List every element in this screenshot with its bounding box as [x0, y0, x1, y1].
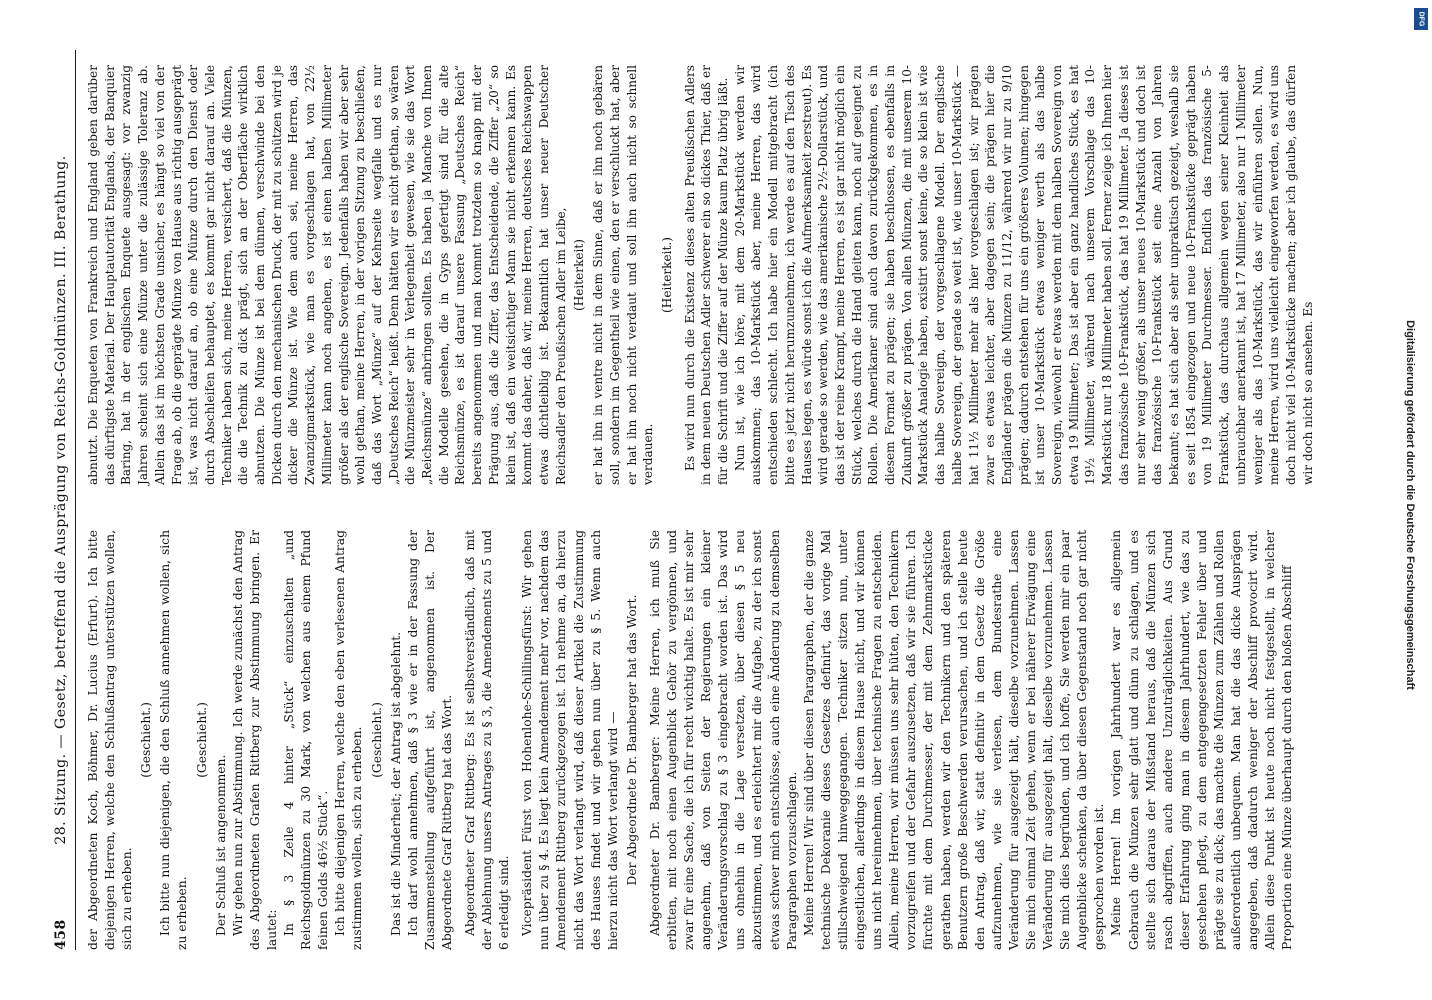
left-column-paragraph: Der Abgeordnete Dr. Bamberger hat das Wort.: [624, 594, 639, 886]
right-column-paragraph: (Heiterkeit): [572, 238, 587, 312]
digitization-credit: [1395, 40, 1425, 970]
left-column-paragraph: Meine Herren! Wir sind über diesen Paragraphen, der die ganze technische Dekoranie dieses Gesetzes definirt, das vorige Mal stillschweigend hinweggegangen. Techniker sitzen nun, unter eingestlichen, allerdings in diesem Hause nicht, und wir können uns nicht hereinnehmen, über technische Fragen zu entscheiden. Allein, meine Herren, wir müssen uns sehr hüten, den Technikern vorzugreifen und der Gefahr auszusetzen, daß wir sie führen. Ich fürchte mit dem Durchmesser, der mit dem Zehnmarkstücke gerathen haben, werden wir den Technikern und den späteren Benutzern große Beschwerden verursachen, und ich stelle heute den Antrag, daß wir, statt definitiv in dem Gesetz die Größe aufzunehmen, wie sie verlesen, dem Bundesrathe eine Veränderung für ausgezeigt hält, dieselbe vorzunehmen. Lassen Sie mich einmal Zeit gehen, wenn er bei näherer Erwägung eine Veränderung für ausgezeigt hält, dieselbe vorzunehmen. Lassen Sie mich dies begründen, und ich hoffe, Sie werden mir ein paar Augenblicke schenken, da über diesen Gegenstand noch gar nicht gesprochen worden ist.: [801, 530, 1107, 950]
left-column-paragraph: Meine Herren! Im vorigen Jahrhundert war es allgemein Gebrauch die Münzen sehr glatt und dünn zu schlagen, und es stellte sich daraus der Mißstand heraus, daß die Münzen sich rasch abgriffen, auch andere Unzuträglichkeiten. Aus Grund dieser Erfahrung ging man in diesem Jahrhundert, wie das zu geschehen pflegt, zu dem entgegengesetzten Fehler über und prägte sie zu dick; das machte die Münzen zum Zählen und Rollen außerordentlich unbequem. Man hat die das dicke Ausprägen angegeben, daß dadurch weniger der Abschliff provocirt wird. Allein diese Punkt ist heute noch nicht festgestellt, in welcher Proportion eine Münze überhaupt durch den bloßen Abschliff: [1109, 530, 1295, 950]
left-column-paragraph: Abgeordneter Dr. Bamberger: Meine Herren, ich muß Sie erbitten, mit noch einen Augenblick Gehör zu vergönnen, und zwar für eine Sache, die ich für recht wichtig halte. Es ist mir sehr angenehm, daß von Seiten der Regierungen ein kleiner Veränderungsvorschlag zu § 3 eingebracht worden ist. Das wird uns ohnehin in die Lage versetzen, über diesen § 5 neu abzustimmen, und es erleichtert mir die Aufgabe, zu der ich sonst etwas schwer mich entschlösse, auch eine Änderung zu demselben Paragraphen vorzuschlagen.: [647, 530, 799, 950]
left-column-paragraph: (Geschieht.): [194, 702, 209, 778]
right-column-paragraph: er hat ihn in ventre nicht in dem Sinne, daß er ihn noch gebären soll, sondern im Gegentheil wie einen, den er verschluckt hat, aber er hat ihn noch nicht verdaut und soll ihn auch nicht so schnell verdauen.: [591, 65, 656, 485]
left-column-paragraph: Der Schluß ist angenommen.: [213, 754, 228, 936]
left-column-paragraph: Ich bitte diejenigen Herren, welche den eben verlesenen Antrag zustimmen wollen, sich zu erheben.: [333, 530, 365, 950]
right-column-paragraph: abnutzt. Die Enqueten von Frankreich und England geben darüber das dürftigste Material. Der Hauptautorität Englands, der Banquier Baring, hat in der englischen Enquete ausgesagt: vor zwanzig Jahren scheint sich eine Münze unter die zulässige Toleranz ab. Allein das ist im höchsten Grade unsicher, es hängt so viel von der Frage ab, ob die geprägte Münze von Hause aus richtig ausgeprägt ist, was nicht darauf an, ob eine Münze durch den Dienst oder durch Abschleifen behauptet, es kommt gar nicht darauf an. Viele Techniker haben sich, meine Herren, versichert, daß die Münzen, die die Technik zu dick prägt, sich an der Oberfläche wirklich abnutzen. Die Münze ist bei dem dünnen, verschwinde bei den Dicken durch den mechanischen Druck, der mit zu schützen wird je dicker die Münze ist. Wie dem auch sei, meine Herren, das Zwanzigmarkstück, wie man es vorgeschlagen hat, von 22½ Millimeter kann noch angehen, es ist einen halben Millimeter größer als der englische Sovereign. Jedenfalls haben wir aber sehr wohl gethan, meine Herren, in der vorigen Sitzung zu beschließen, daß das Wort „Münze“ auf der Kehrseite wegfalle und es nur „Deutsches Reich“ heißt. Denn hätten wir es nicht gethan, so wären die Münzmeister sehr in Verlegenheit gewesen, wie sie das Wort „Reichsmünze“ anbringen sollten. Es haben ja Manche von Ihnen die Modelle gesehen, die in Gyps gefertigt sind für die alte Reichsmünze, es ist darauf unsere Fassung „Deutsches Reich“ bereits angenommen und man kommt trotzdem so knapp mit der Prägung aus, daß die Ziffer, das Entscheidende, die Ziffer „20“ so klein ist, daß ein weitsichtiger Mann sie nicht erkennen kann. Es kommt das daher, daß wir, meine Herren, deutsches Reichswappen etwas dichtleiblig ist. Bekanntlich hat unser neuer Deutscher Reichsadler den Preußischen Adler im Leibe,: [86, 65, 568, 485]
left-column-paragraph: Wir gehen nun zur Abstimmung. Ich werde zunächst den Antrag des Abgeordneten Grafen Rittberg zur Abstimmung bringen. Er lautet:: [230, 530, 279, 950]
left-column-paragraph: In § 3 Zeile 4 hinter „Stück“ einzuschalten „und Reichsgoldmünzen zu 30 Mark, von welchen aus einem Pfund feinen Golds 46½ Stück“.: [282, 530, 331, 950]
left-column-paragraph: Das ist die Minderheit; der Antrag ist abgelehnt.: [388, 631, 403, 936]
digitization-credit-text: Digitalisierung gefördert durch die Deutsche Forschungsgemeinschaft: [1404, 320, 1416, 690]
rotated-document-page: [41, 50, 1391, 950]
running-title: 28. Sitzung. — Gesetz, betreffend die Ausprägung von Reichs-Goldmünzen. III. Berathung.: [53, 155, 69, 845]
left-text-column: [85, 530, 1296, 950]
right-column-paragraph: Nun ist, wie ich höre, mit dem 20-Markstück werden wir auskommen; das 10-Markstück aber, meine Herren, das wird entschieden schlecht. Ich habe hier ein Modell mitgebracht (ich bitte es jetzt nicht herumzunehmen, ich werde es auf den Tisch des Hauses legen, es würde sonst ich die Aufmerksamkeit zerstreut). Es wird gerade so werden, wie das amerikanische 2½-Dollarstück, und das ist der reine Krampf, meine Herren, es ist gar nicht möglich ein Stück, welches durch die Hand gleiten kann, noch auf geeignet zu Rollen. Die Amerikaner sind auch davon zurückgekommen, es in diesem Format zu prägen; sie haben beschlossen, es ebenfalls in Zukunft größer zu prägen. Von allen Münzen, die mit unserem 10-Markstück Analogie haben, existirt sonst keine, die so klein ist wie das halbe Sovereign, der vorgeschlagene Modell. Der englische halbe Sovereign, der gerade so weit ist, wie unser 10-Markstück — hat 11½ Millimeter mehr als hier vorgeschlagen ist; wir prägen zwar es etwas leichter, aber dagegen sein; die prägen hier die Engländer prägen die Münzen zu 11/12, während wir nur zu 9/10 prägen; dadurch entstehen für uns ein größeres Volumen; hingegen ist unser 10-Markstück etwas weniger werth als das halbe Sovereign, wiewohl er etwas werden mit dem halben Sovereign von etwa 19 Millimeter; Das ist aber ein ganz handliches Stück, es hat 19½ Millimeter, während nach unserem Vorschlage das 10-Markstück nur 18 Millimeter haben soll. Ferner zeige ich Ihnen hier das französische 10-Frankstück, das hat 19 Millimeter. Ja dieses ist nur sehr wenig größer, als unser neues 10-Markstück und doch ist das französische 10-Frankstück seit eine Anzahl von Jahren bekannt; es hat sich aber als sehr unpraktisch gezeigt, weshalb sie es seit 1854 eingezogen und neue 10-Frankstücke geprägt haben von 19 Millimeter Durchmesser. Endlich das französische 5-Frankstück, das durchaus allgemein wegen seiner Kleinheit als unbrauchbar anerkannt ist, hat 17 Millimeter, also nur 1 Millimeter weniger als das 10-Markstück, das wir einführen sollen. Nun, meine Herren, wird uns vielleicht eingeworfen werden, es wird uns doch nicht viel 10-Markstücke machen; aber ich glaube, das dürfen wir doch nicht so ansehen. Es: [732, 65, 1315, 485]
left-column-paragraph: Vicepräsident Fürst von Hohenlohe-Schillingsfürst: Wir gehen nun über zu § 4. Es liegt kein Amendement mehr vor, nachdem das Amendement Rittberg zurückgezogen ist. Ich nehme an, da hierzu nicht das Wort verlangt wird, daß dieser Artikel die Zustimmung des Hauses findet und wir gehen nun über zu § 5. Wenn auch hierzu nicht das Wort verlangt wird —: [520, 530, 620, 950]
left-column-paragraph: Abgeordneter Graf Rittberg: Es ist selbstverständlich, daß mit der Ablehnung unsers Antrages zu § 3, die Amendements zu 5 und 6 erledigt sind.: [462, 530, 512, 950]
dfg-logo: [1414, 8, 1428, 30]
right-column-paragraph: (Heiterkeit.): [659, 237, 674, 313]
right-text-column: [85, 65, 1316, 485]
header-rule: [75, 50, 76, 950]
left-column-paragraph: Ich darf wohl annehmen, daß § 3 wie er in der Fassung der Zusammenstellung aufgeführt ist, angenommen ist. Der Abgeordnete Graf Rittberg hat das Wort.: [405, 530, 454, 950]
page-number: 458: [53, 919, 69, 950]
dfg-logo-text: DFG: [1417, 11, 1425, 27]
page-header: [53, 50, 75, 950]
left-column-paragraph: der Abgeordneten Koch, Böhmer, Dr. Lucius (Erfurt). Ich bitte diejenigen Herren, welche den Schlußantrag unterstützen wollen, sich zu erheben.: [86, 530, 135, 950]
left-column-paragraph: (Geschieht.): [139, 702, 154, 778]
left-column-paragraph: (Geschieht.): [369, 702, 384, 778]
right-column-paragraph: Es wird nun durch die Existenz dieses alten Preußischen Adlers in dem neuen Deutschen Adler schwerer ein so dickes Thier, daß er für die Schrift und die Ziffer auf der Münze kaum Platz übrig läßt.: [682, 65, 731, 485]
left-column-paragraph: Ich bitte nun diejenigen, die den Schluß annehmen wollen, sich zu erheben.: [158, 530, 190, 950]
